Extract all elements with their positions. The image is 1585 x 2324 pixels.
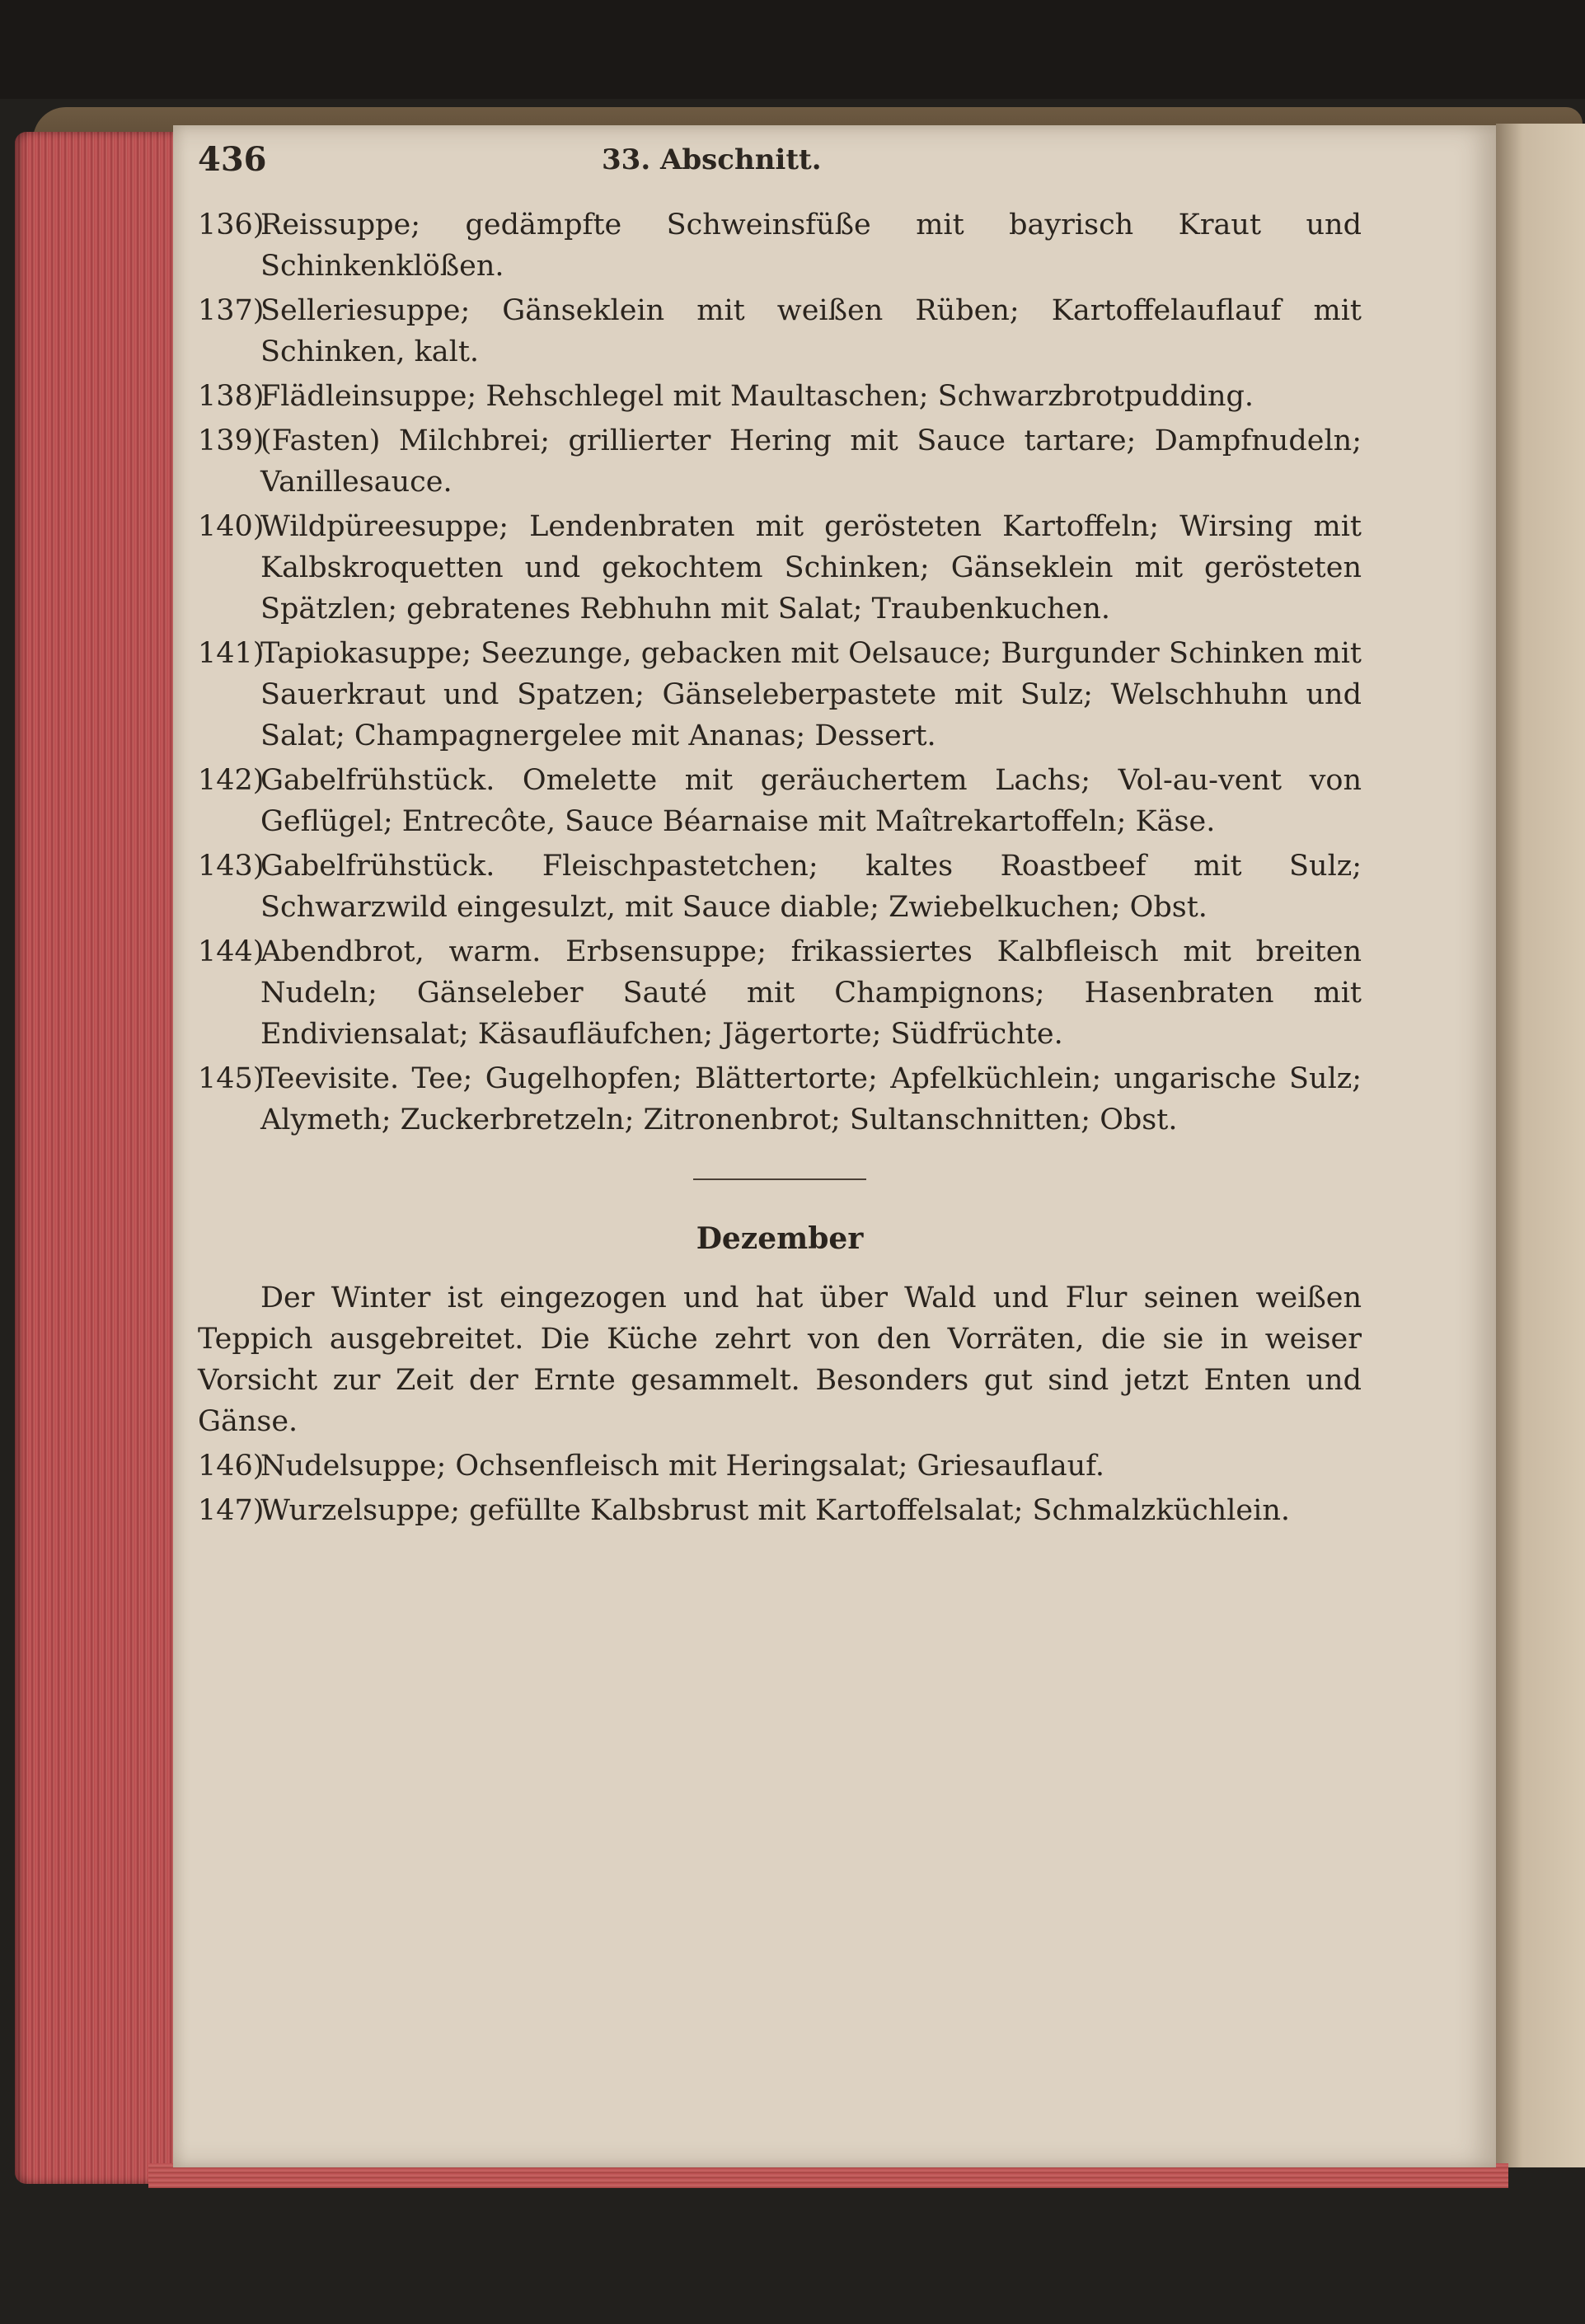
entry-number: 136) <box>198 209 265 241</box>
entry-text: Gabelfrühstück. Fleischpastetchen; kaltes Roastbeef mit Sulz; Schwarzwild eingesulzt, mit Sauce diable; Zwiebelkuchen; Obst. <box>260 850 1362 924</box>
entry-number: 146) <box>198 1450 265 1483</box>
menu-entry <box>198 1445 1362 1487</box>
entry-text: Flädleinsuppe; Rehschlegel mit Maultaschen; Schwarzbrotpudding. <box>260 380 1254 413</box>
menu-entry <box>198 420 1362 503</box>
entry-number: 141) <box>198 637 265 670</box>
entry-text: Nudelsuppe; Ochsenfleisch mit Heringsalat; Griesauflauf. <box>260 1450 1105 1483</box>
entry-text: Gabelfrühstück. Omelette mit geräuchertem Lachs; Vol-au-vent von Geflügel; Entrecôte, Sauce Béarnaise mit Maîtrekartoffeln; Käse. <box>260 764 1362 838</box>
page-content <box>198 204 1362 1534</box>
entry-text: Selleriesuppe; Gänseklein mit weißen Rüben; Kartoffelauflauf mit Schinken, kalt. <box>260 294 1362 368</box>
menu-entry <box>198 1490 1362 1531</box>
menu-entry <box>198 506 1362 630</box>
entry-text: Wurzelsuppe; gefüllte Kalbsbrust mit Kartoffelsalat; Schmalzküchlein. <box>260 1494 1290 1527</box>
entry-text: Reissuppe; gedämpfte Schweinsfüße mit bayrisch Kraut und Schinkenklößen. <box>260 209 1362 283</box>
menu-entry <box>198 931 1362 1055</box>
section-title: 33. Abschnitt. <box>602 143 822 176</box>
menu-entry <box>198 1058 1362 1141</box>
menu-entry <box>198 760 1362 842</box>
month-heading: Dezember <box>696 1221 864 1256</box>
entry-number: 139) <box>198 424 265 457</box>
entry-number: 144) <box>198 935 265 968</box>
entry-text: Abendbrot, warm. Erbsensuppe; frikassiertes Kalbfleisch mit breiten Nudeln; Gänseleber Sauté mit Champignons; Hasenbraten mit Endiviensalat; Käsaufläufchen; Jägertorte; Südfrüchte. <box>260 935 1362 1051</box>
menu-entries-december <box>198 1445 1362 1531</box>
menu-entry <box>198 846 1362 928</box>
menu-entry <box>198 290 1362 372</box>
page-edges-left <box>15 132 180 2184</box>
entry-number: 137) <box>198 294 265 327</box>
entry-text: Tapiokasuppe; Seezunge, gebacken mit Oelsauce; Burgunder Schinken mit Sauerkraut und Spatzen; Gänseleberpastete mit Sulz; Welschhuhn und Salat; Champagnergelee mit Ananas; Dessert. <box>260 637 1362 752</box>
menu-entry <box>198 376 1362 417</box>
entry-text: Wildpüreesuppe; Lendenbraten mit gerösteten Kartoffeln; Wirsing mit Kalbskroquetten und gekochtem Schinken; Gänseklein mit gerösteten Spätzlen; gebratenes Rebhuhn mit Salat; Traubenkuchen. <box>260 510 1362 626</box>
menu-entries <box>198 204 1362 1141</box>
menu-entry <box>198 204 1362 287</box>
entry-text: Teevisite. Tee; Gugelhopfen; Blättertorte; Apfelküchlein; ungarische Sulz; Alymeth; Zuckerbretzeln; Zitronenbrot; Sultanschnitten; Obst. <box>260 1062 1362 1136</box>
entry-number: 147) <box>198 1494 265 1527</box>
month-intro: Der Winter ist eingezogen und hat über Wald und Flur seinen weißen Teppich ausgebreitet. Die Küche zehrt von den Vorräten, die sie in weiser Vorsicht zur Zeit der Ernte gesammelt. Besonders gut sind jetzt Enten und Gänse. <box>198 1281 1362 1438</box>
page-header <box>198 140 1352 190</box>
entry-text: (Fasten) Milchbrei; grillierter Hering mit Sauce tartare; Dampfnudeln; Vanillesauce. <box>260 424 1362 499</box>
facing-page-edge <box>1496 124 1585 2167</box>
entry-number: 142) <box>198 764 265 797</box>
entry-number: 143) <box>198 850 265 883</box>
menu-entry <box>198 633 1362 757</box>
entry-number: 140) <box>198 510 265 543</box>
section-divider <box>693 1178 866 1180</box>
page-number: 436 <box>198 140 267 179</box>
entry-number: 145) <box>198 1062 265 1095</box>
entry-number: 138) <box>198 380 265 413</box>
